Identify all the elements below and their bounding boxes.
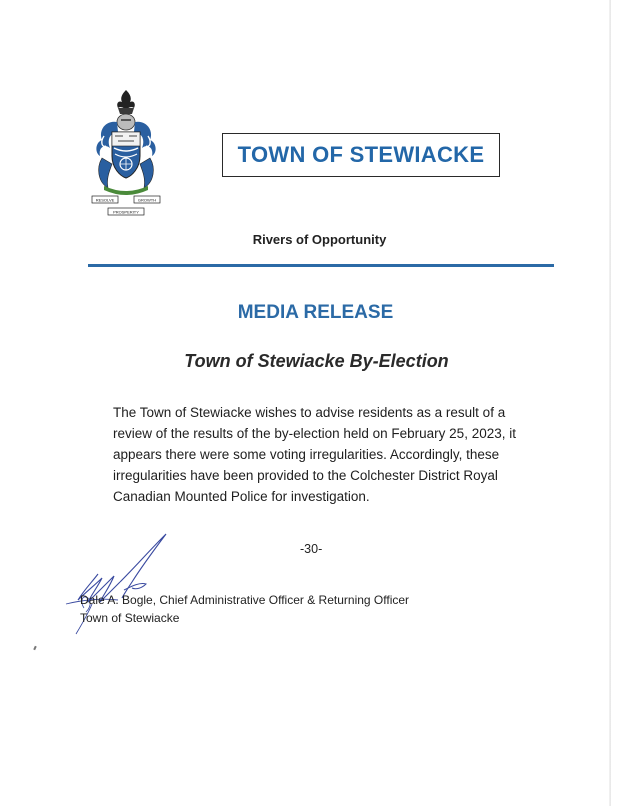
page-edge bbox=[609, 0, 611, 806]
crest-scroll-prosperity: PROSPERITY bbox=[113, 209, 139, 215]
header-divider bbox=[88, 264, 554, 267]
town-crest-logo bbox=[88, 86, 164, 226]
signatory-name-title: Dale A. Bogle, Chief Administrative Officer & Returning Officer bbox=[80, 593, 410, 607]
crest-scroll-resolve: RESOLVE bbox=[95, 197, 115, 203]
release-subject: Town of Stewiacke By-Election bbox=[184, 351, 449, 371]
end-mark: -30- bbox=[300, 542, 323, 556]
town-name-box bbox=[222, 133, 500, 177]
release-heading: MEDIA RELEASE bbox=[237, 302, 394, 323]
tagline: Rivers of Opportunity bbox=[252, 232, 387, 247]
town-name: TOWN OF STEWIACKE bbox=[237, 142, 485, 167]
crest-scroll-growth: GROWTH bbox=[137, 197, 157, 203]
scan-speck bbox=[33, 646, 37, 650]
release-body: The Town of Stewiacke wishes to advise residents as a result of a review of the results of the by-election held on February 25, 2023, it appears there were some voting irregularities. Accordingly, these irregularities have been provided to the Colchester District Royal Canadian Mounted Police for investigation. bbox=[113, 405, 516, 504]
signatory-organization: Town of Stewiacke bbox=[80, 611, 180, 625]
